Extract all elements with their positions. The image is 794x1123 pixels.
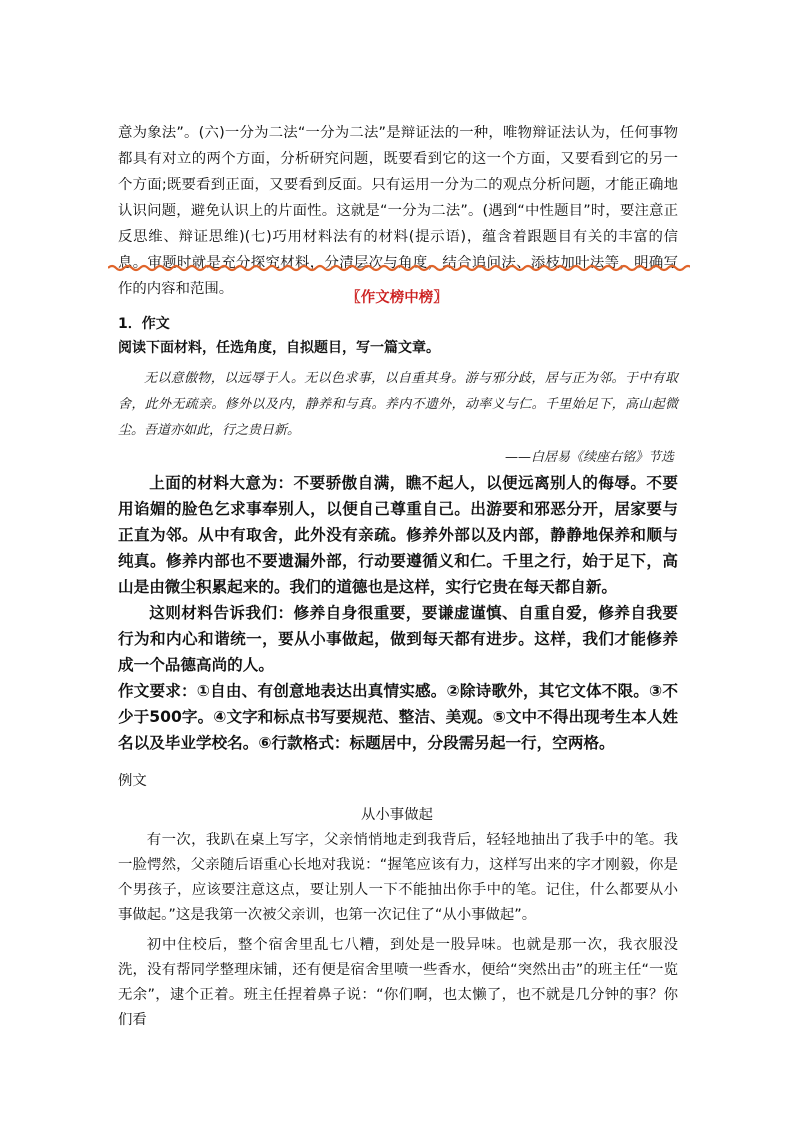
intro-block: [118, 120, 678, 302]
quote-source: ——白居易《续座右铭》节选: [504, 450, 674, 465]
example-body: [118, 828, 678, 1033]
analysis-block: [118, 470, 678, 756]
material-meaning: 上面的材料大意为：不要骄傲自满，瞧不起人，以便远离别人的侮辱。不要用谄媚的脸色乞求事奉别人，以便自己尊重自己。出游要和邪恶分开，居家要与正直为邻。从中有取舍，此外没有亲疏。修养外部以及内部，静静地保养和顺与纯真。修养内部也不要遗漏外部，行动要遵循义和仁。千里之行，始于足下，高山是由微尘积累起来的。我们的道德也是这样，实行它贵在每天都自新。: [118, 474, 678, 596]
example-label: 例文: [118, 773, 147, 789]
task-header: [118, 312, 678, 360]
intro-paragraph: 意为象法”。(六)一分为二法“一分为二法”是辩证法的一种，唯物辩证法认为，任何事物都具有对立的两个方面，分析研究问题，既要看到它的这一个方面，又要看到它的另一个方面;既要看到正面，又要看到反面。只有运用一分为二的观点分析问题，才能正确地认识问题，避免认识上的片面性。这就是“一分为二法”。(遇到“中性题目”时，要注意正反思维、辩证思维)(七)巧用材料法有的材料(提示语)，蕴含着跟题目有关的丰富的信息。审题时就是充分探究材料，分清层次与角度，结合追问法、添枝加叶法等，明确写作的内容和范围。: [118, 125, 678, 297]
section-title: 〖作文榜中榜〗: [346, 290, 448, 306]
item-number: 1．作文: [118, 316, 170, 332]
quote-text: 无以意傲物，以远辱于人。无以色求事，以自重其身。游与邪分歧，居与正为邻。于中有取舍，此外无疏亲。修外以及内，静养和与真。养内不遗外，动率义与仁。千里始足下，高山起微尘。吾道亦如此，行之贵日新。: [118, 371, 678, 438]
example-paragraph-1: 有一次，我趴在桌上写字，父亲悄悄地走到我背后，轻轻地抽出了我手中的笔。我一脸愕然，父亲随后语重心长地对我说：“握笔应该有力，这样写出来的字才刚毅，你是个男孩子，应该要注意这点，要让别人一下不能抽出你手中的笔。记住，什么都要从小事做起。”这是我第一次被父亲训，也第一次记住了“从小事做起”。: [118, 832, 678, 923]
example-block: [118, 769, 678, 794]
example-title: 从小事做起: [361, 807, 433, 823]
material-lesson: 这则材料告诉我们：修养自身很重要，要谦虚谨慎、自重自爱，修养自我要行为和内心和谐统一，要从小事做起，做到每天都有进步。这样，我们才能修养成一个品德高尚的人。: [118, 604, 678, 674]
wavy-divider: [108, 263, 690, 273]
quote-block: [118, 366, 678, 444]
example-paragraph-2: 初中住校后，整个宿舍里乱七八糟，到处是一股异味。也就是那一次，我衣服没洗，没有帮同学整理床铺，还有便是宿舍里喷一些香水，便给“突然出击”的班主任“一览无余”，逮个正着。班主任捏着鼻子说：“你们啊，也太懒了，也不就是几分钟的事？你们看: [118, 937, 678, 1028]
instruction: 阅读下面材料，任选角度，自拟题目，写一篇文章。: [118, 340, 440, 356]
writing-requirements: 作文要求：①自由、有创意地表达出真情实感。②除诗歌外，其它文体不限。③不少于500字。④文字和标点书写要规范、整洁、美观。⑤文中不得出现考生本人姓名以及毕业学校名。⑥行款格式：标题居中，分段需另起一行，空两格。: [118, 682, 678, 752]
